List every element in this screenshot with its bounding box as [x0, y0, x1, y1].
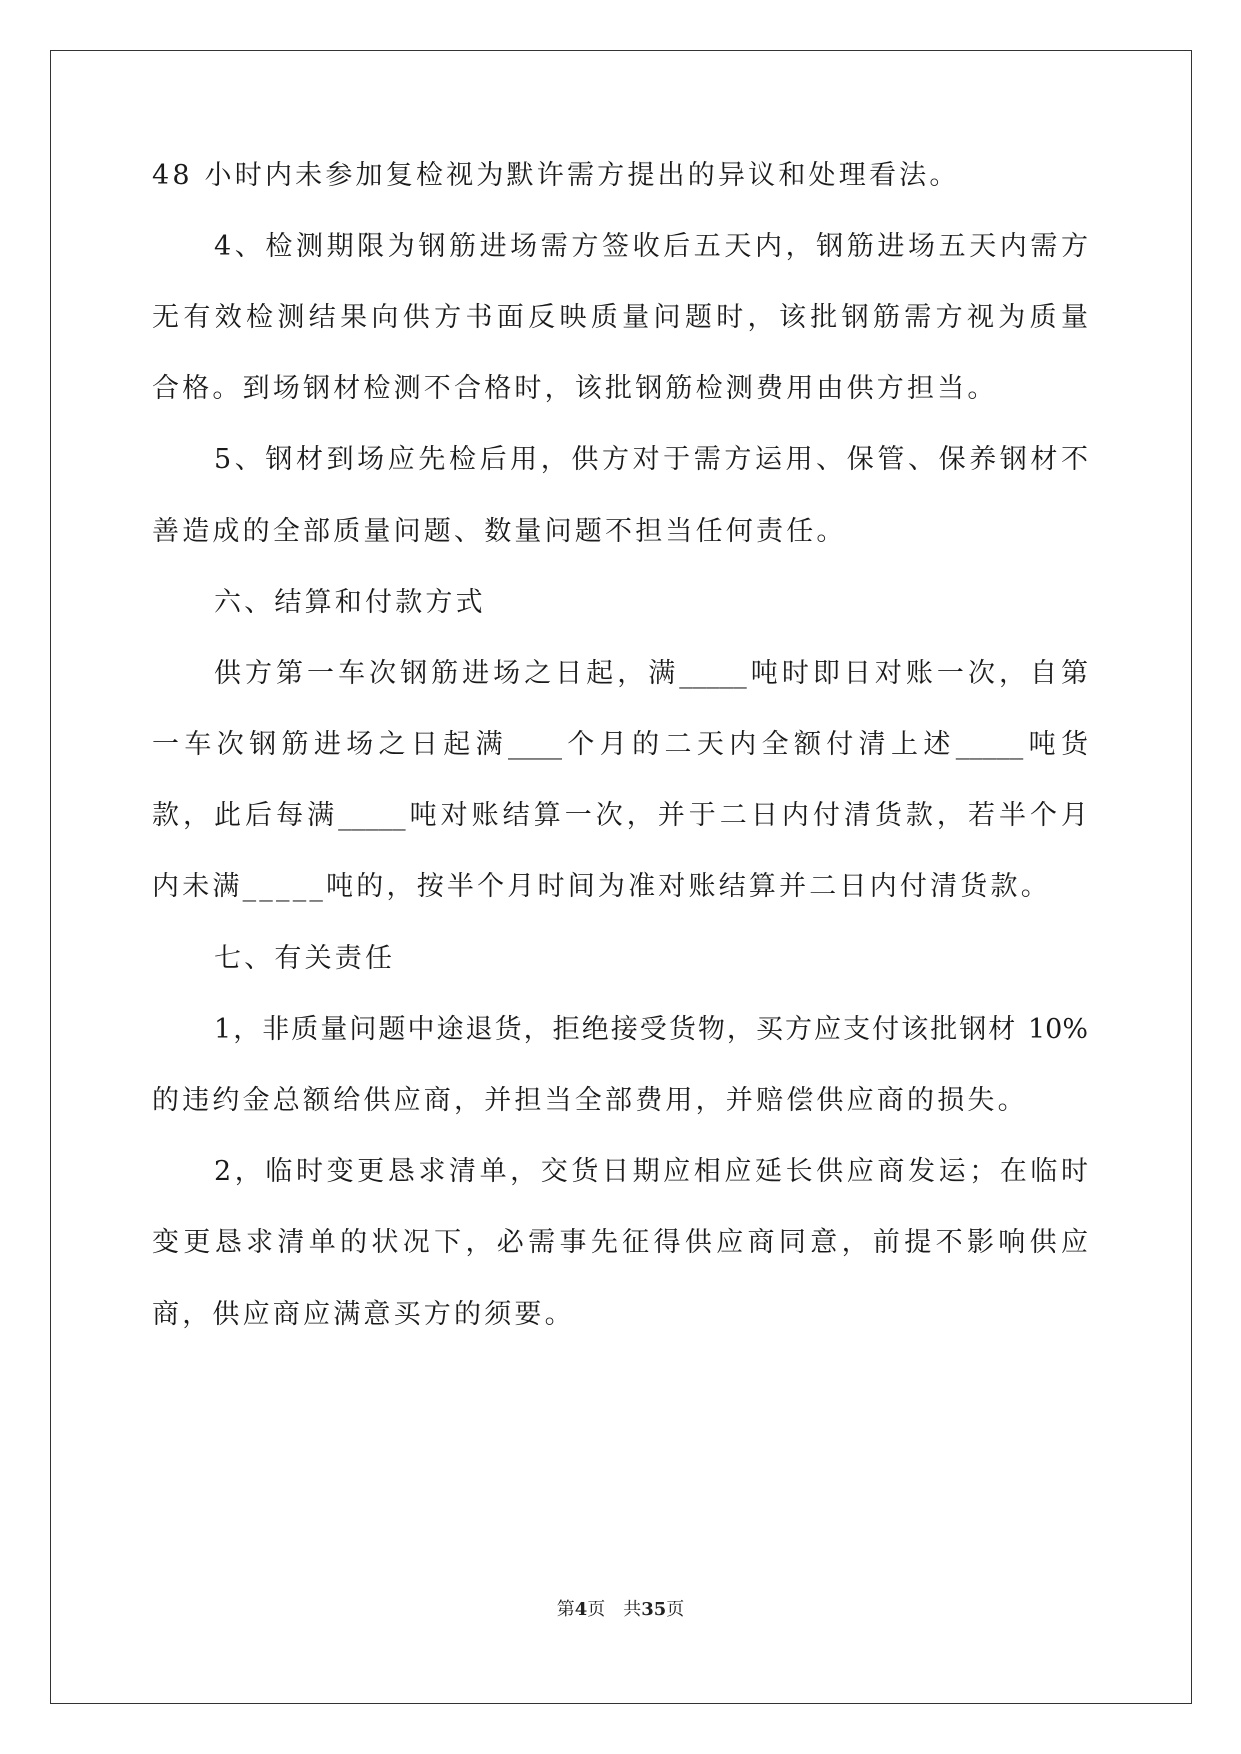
body-text-line: 内未满_____吨的，按半个月时间为准对账结算并二日内付清货款。 — [152, 871, 1051, 902]
body-text-line: 2，临时变更恳求清单，交货日期应相应延长供应商发运；在临时 — [214, 1156, 1088, 1187]
body-text-line: 4、检测期限为钢筋进场需方签收后五天内，钢筋进场五天内需方 — [214, 231, 1088, 262]
section-heading: 六、结算和付款方式 — [214, 587, 486, 618]
body-text-line: 变更恳求清单的状况下，必需事先征得供应商同意，前提不影响供应 — [152, 1227, 1088, 1258]
body-text-line: 善造成的全部质量问题、数量问题不担当任何责任。 — [152, 516, 847, 547]
footer-page-prefix: 第 — [556, 1599, 575, 1620]
footer-total-suffix: 页 — [666, 1599, 685, 1620]
footer-page-suffix: 页 — [587, 1599, 606, 1620]
body-text-line: 一车次钢筋进场之日起满____个月的二天内全额付清上述_____吨货 — [152, 729, 1088, 760]
body-text-line: 5、钢材到场应先检后用，供方对于需方运用、保管、保养钢材不 — [214, 444, 1088, 475]
body-text-line: 48 小时内未参加复检视为默许需方提出的异议和处理看法。 — [152, 160, 960, 191]
footer-page-number: 4 — [574, 1599, 588, 1620]
section-heading: 七、有关责任 — [214, 943, 396, 974]
body-text-line: 款，此后每满_____吨对账结算一次，并于二日内付清货款，若半个月 — [152, 800, 1088, 831]
page-footer — [0, 1598, 1241, 1622]
body-text-line: 商，供应商应满意买方的须要。 — [152, 1299, 575, 1330]
footer-total-prefix: 共 — [623, 1599, 642, 1620]
body-text-line: 无有效检测结果向供方书面反映质量问题时，该批钢筋需方视为质量 — [152, 302, 1088, 333]
body-text-line: 1，非质量问题中途退货，拒绝接受货物，买方应支付该批钢材 10% — [214, 1014, 1088, 1045]
body-text-line: 供方第一车次钢筋进场之日起，满_____吨时即日对账一次，自第 — [214, 658, 1088, 689]
body-text-line: 的违约金总额给供应商，并担当全部费用，并赔偿供应商的损失。 — [152, 1085, 1028, 1116]
footer-total-pages: 35 — [641, 1599, 667, 1620]
body-text-line: 合格。到场钢材检测不合格时，该批钢筋检测费用由供方担当。 — [152, 373, 998, 404]
